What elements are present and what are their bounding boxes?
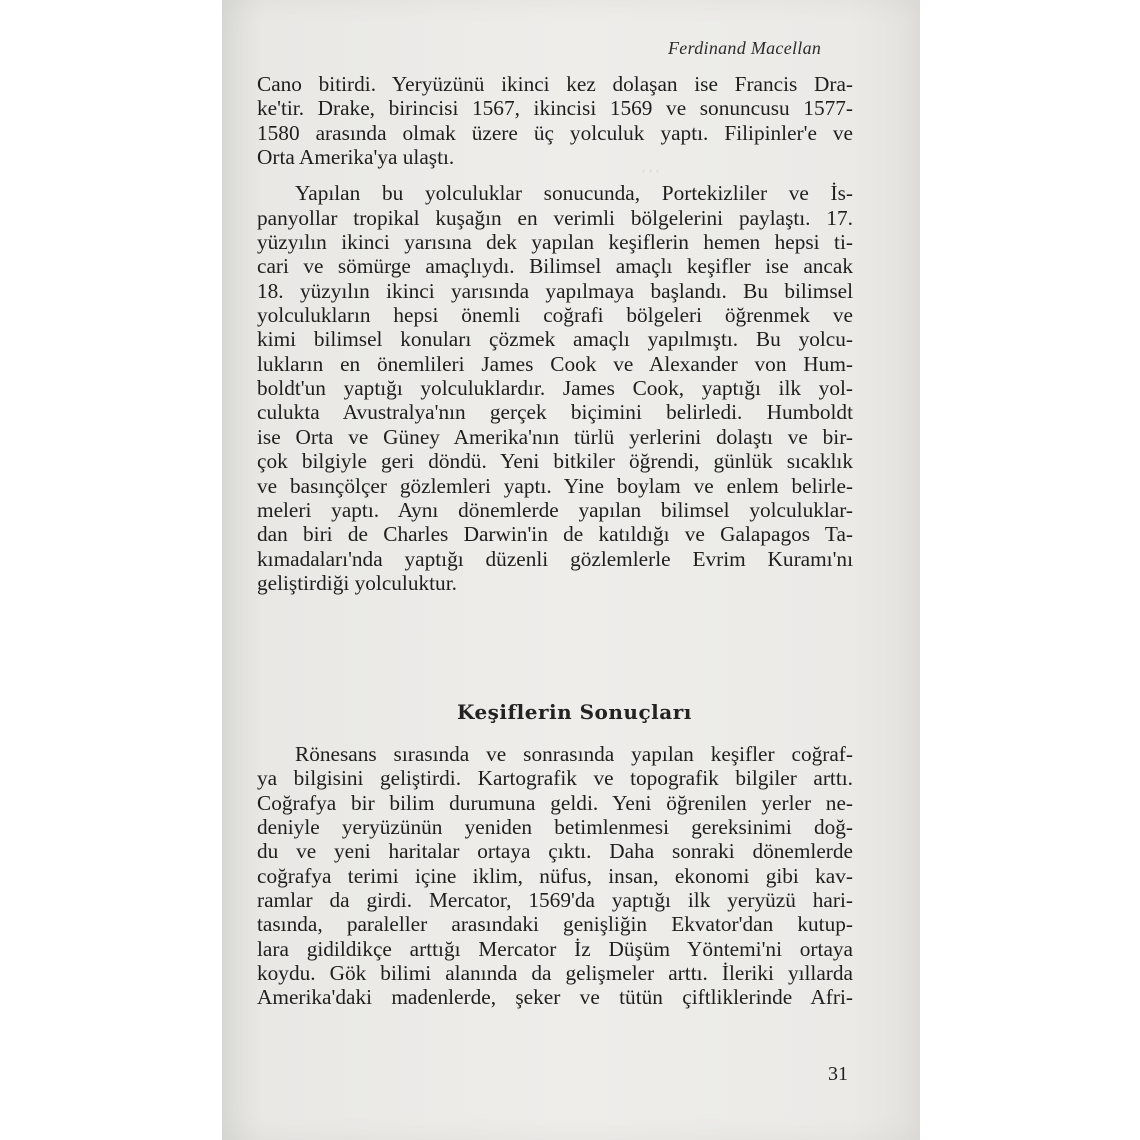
text-line: geliştirdiği yolculuktur.	[257, 570, 457, 595]
text-line: Yapılan bu yolculuklar sonucunda, Portekizliler ve İs-	[295, 181, 853, 206]
text-line: ya bilgisini geliştirdi. Kartografik ve topografik bilgiler arttı.	[257, 766, 853, 791]
text-line: ise Orta ve Güney Amerika'nın türlü yerlerini dolaştı ve bir-	[257, 424, 853, 449]
text-line: dan biri de Charles Darwin'in de katıldığı ve Galapagos Ta-	[257, 522, 853, 547]
text-line: 18. yüzyılın ikinci yarısında yapılmaya başlandı. Bu bilimsel	[257, 278, 853, 303]
body-text-top	[257, 72, 853, 595]
body-text-bottom	[257, 742, 853, 1010]
text-line: lukların en önemlileri James Cook ve Alexander von Hum-	[257, 351, 853, 376]
text-line: tasında, paraleller arasındaki genişliğin Ekvator'dan kutup-	[257, 912, 853, 937]
paragraph-gap	[257, 169, 853, 181]
text-line: ke'tir. Drake, birincisi 1567, ikincisi 1569 ve sonuncusu 1577-	[257, 96, 853, 121]
text-line: 1580 arasında olmak üzere üç yolculuk yaptı. Filipinler'e ve	[257, 120, 853, 145]
running-head: Ferdinand Macellan	[668, 38, 822, 58]
text-line: ramlar da girdi. Mercator, 1569'da yaptığı ilk yeryüzü hari-	[257, 888, 853, 913]
text-line: cari ve sömürge amaçlıydı. Bilimsel amaçlı keşifler ise ancak	[257, 254, 853, 279]
text-line: panyollar tropikal kuşağın en verimli bölgelerini paylaştı. 17.	[257, 205, 853, 230]
section-heading: Keşiflerin Sonuçları	[457, 700, 692, 724]
page-number: 31	[828, 1063, 848, 1085]
text-line: Orta Amerika'ya ulaştı.	[257, 145, 455, 170]
text-line: koydu. Gök bilimi alanında da gelişmeler arttı. İleriki yıllarda	[257, 961, 853, 986]
text-line: yüzyılın ikinci yarısına dek yapılan keşiflerin hemen hepsi ti-	[257, 230, 853, 255]
text-line: boldt'un yaptığı yolculuklardır. James Cook, yaptığı ilk yol-	[257, 376, 853, 401]
text-line: du ve yeni haritalar ortaya çıktı. Daha sonraki dönemlerde	[257, 839, 853, 864]
text-line: culukta Avustralya'nın gerçek biçimini belirledi. Humboldt	[257, 400, 853, 425]
text-line: yolculukların hepsi önemli coğrafi bölgeleri öğrenmek ve	[257, 303, 853, 328]
text-line: Coğrafya bir bilim durumuna geldi. Yeni öğrenilen yerler ne-	[257, 790, 853, 815]
paragraph-3	[257, 742, 853, 1010]
text-line: kimi bilimsel konuları çözmek amaçlı yapılmıştı. Bu yolcu-	[257, 327, 853, 352]
text-line: çok bilgiyle geri döndü. Yeni bitkiler öğrendi, günlük sıcaklık	[257, 449, 853, 474]
text-line: Cano bitirdi. Yeryüzünü ikinci kez dolaşan ise Francis Dra-	[257, 72, 853, 96]
text-line: ve basınçölçer gözlemleri yaptı. Yine boylam ve enlem belirle-	[257, 473, 853, 498]
text-line: deniyle yeryüzünün yeniden betimlenmesi gereksinimi doğ-	[257, 815, 853, 840]
text-line: kımadaları'nda yaptığı düzenli gözlemlerle Evrim Kuramı'nı	[257, 546, 853, 571]
bleed-through-text: ···	[640, 160, 661, 185]
text-line: Amerika'daki madenlerde, şeker ve tütün çiftliklerinde Afri-	[257, 985, 853, 1010]
paragraph-1	[257, 72, 853, 169]
text-line: lara gidildikçe arttığı Mercator İz Düşüm Yöntemi'ni ortaya	[257, 936, 853, 961]
paragraph-2	[257, 181, 853, 595]
text-line: coğrafya terimi içine iklim, nüfus, insan, ekonomi gibi kav-	[257, 863, 853, 888]
text-line: Rönesans sırasında ve sonrasında yapılan keşifler coğraf-	[295, 742, 853, 766]
text-line: meleri yaptı. Aynı dönemlerde yapılan bilimsel yolculuklar-	[257, 497, 853, 522]
